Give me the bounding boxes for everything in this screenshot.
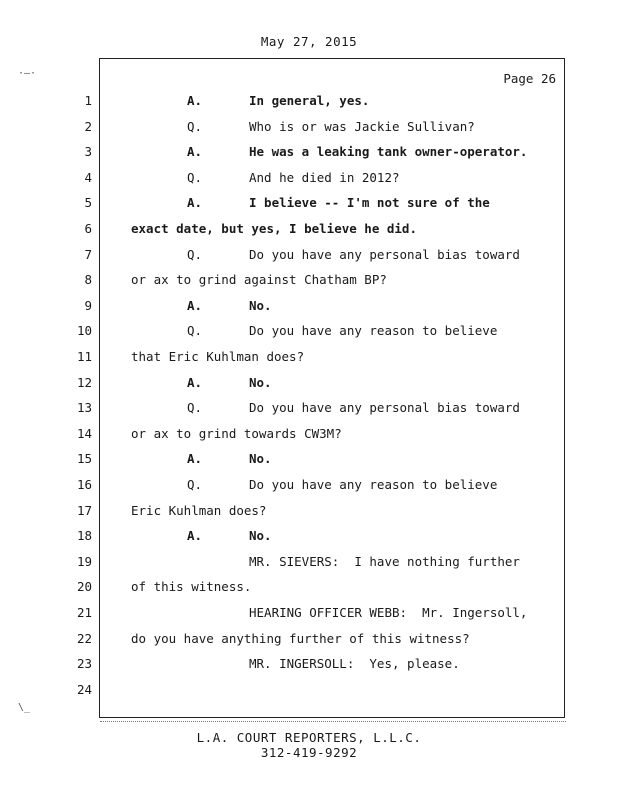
line-number: 21: [76, 605, 92, 620]
line-number: 24: [76, 682, 92, 697]
speaker-label: Q.: [187, 170, 203, 185]
transcript-text: I believe -- I'm not sure of the: [249, 195, 490, 210]
line-number: 12: [76, 375, 92, 390]
line-number: 11: [76, 349, 92, 364]
frame-bottom-rule: [100, 721, 566, 722]
speaker-label: A.: [187, 298, 203, 313]
transcript-text: Do you have any personal bias toward: [249, 247, 520, 262]
speaker-label: A.: [187, 451, 203, 466]
transcript-text: Do you have any personal bias toward: [249, 400, 520, 415]
footer-company: L.A. COURT REPORTERS, L.L.C.: [196, 730, 422, 745]
line-number: 10: [76, 323, 92, 338]
line-number: 1: [84, 93, 92, 108]
line-number: 18: [76, 528, 92, 543]
line-number: 22: [76, 631, 92, 646]
speaker-label: A.: [187, 528, 203, 543]
line-number: 3: [84, 144, 92, 159]
line-number: 16: [76, 477, 92, 492]
line-number: 2: [84, 119, 92, 134]
transcript-text: exact date, but yes, I believe he did.: [131, 221, 417, 236]
line-number: 7: [84, 247, 92, 262]
speaker-label: Q.: [187, 323, 203, 338]
transcript-text: do you have anything further of this witness?: [131, 631, 470, 646]
speaker-label: A.: [187, 93, 203, 108]
transcript-text: or ax to grind against Chatham BP?: [131, 272, 387, 287]
transcript-text: No.: [249, 451, 272, 466]
transcript-text: Do you have any reason to believe: [249, 323, 498, 338]
line-number: 8: [84, 272, 92, 287]
transcript-text: Eric Kuhlman does?: [131, 503, 267, 518]
line-number: 9: [84, 298, 92, 313]
speaker-label: A.: [187, 375, 203, 390]
transcript-text: He was a leaking tank owner-operator.: [249, 144, 528, 159]
line-number: 6: [84, 221, 92, 236]
scan-mark: \_: [18, 702, 31, 713]
speaker-label: Q.: [187, 477, 203, 492]
speaker-label: Q.: [187, 400, 203, 415]
speaker-label: Q.: [187, 247, 203, 262]
transcript-text: MR. INGERSOLL: Yes, please.: [249, 656, 460, 671]
transcript-text: Who is or was Jackie Sullivan?: [249, 119, 475, 134]
transcript-text: And he died in 2012?: [249, 170, 400, 185]
line-number: 14: [76, 426, 92, 441]
speaker-label: A.: [187, 144, 203, 159]
speaker-label: A.: [187, 195, 203, 210]
transcript-date: May 27, 2015: [260, 34, 358, 49]
line-number: 5: [84, 195, 92, 210]
transcript-text: MR. SIEVERS: I have nothing further: [249, 554, 520, 569]
speaker-label: Q.: [187, 119, 203, 134]
line-number: 17: [76, 503, 92, 518]
line-number: 13: [76, 400, 92, 415]
transcript-text: No.: [249, 375, 272, 390]
transcript-text: HEARING OFFICER WEBB: Mr. Ingersoll,: [249, 605, 528, 620]
line-number: 20: [76, 579, 92, 594]
transcript-text: No.: [249, 298, 272, 313]
footer-phone: 312-419-9292: [260, 745, 358, 760]
transcript-text: or ax to grind towards CW3M?: [131, 426, 342, 441]
page-number: Page 26: [503, 71, 556, 86]
transcript-text: In general, yes.: [249, 93, 370, 108]
transcript-text: that Eric Kuhlman does?: [131, 349, 305, 364]
line-number: 23: [76, 656, 92, 671]
transcript-text: of this witness.: [131, 579, 252, 594]
scan-mark: ·–·: [18, 68, 37, 79]
transcript-text: Do you have any reason to believe: [249, 477, 498, 492]
transcript-text: No.: [249, 528, 272, 543]
line-number: 15: [76, 451, 92, 466]
line-number: 4: [84, 170, 92, 185]
line-number: 19: [76, 554, 92, 569]
